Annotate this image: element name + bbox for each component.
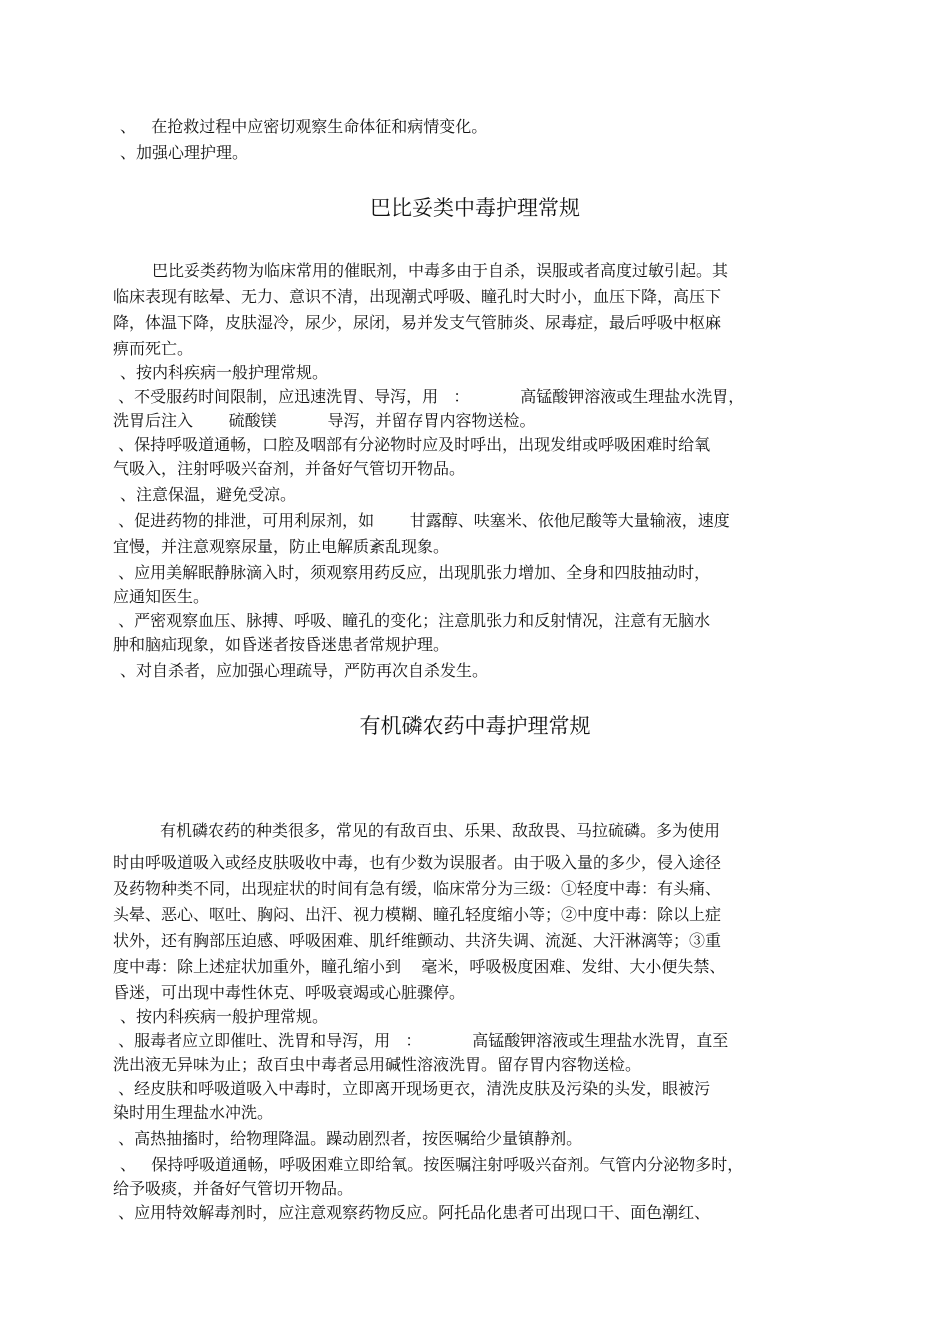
list-item: 、不受服药时间限制，应迅速洗胃、导泻，用 ： 高锰酸钾溶液或生理盐水洗胃， [113,387,745,406]
list-item: 宜慢，并注意观察尿量，防止电解质紊乱现象。 [113,537,450,556]
list-item: 肿和脑疝现象，如昏迷者按昏迷患者常规护理。 [113,635,450,654]
text-line: 、 在抢救过程中应密切观察生命体征和病情变化。 [120,117,488,136]
paragraph-line: 及药物种类不同，出现症状的时间有急有缓，临床常分为三级：①轻度中毒：有头痛、 [113,879,722,898]
list-item: 染时用生理盐水冲洗。 [113,1103,274,1122]
list-item: 应通知医生。 [113,587,210,606]
list-item: 、注意保温，避免受凉。 [120,485,297,504]
list-item: 、促进药物的排泄，可用利尿剂，如 甘露醇、呋塞米、依他尼酸等大量输液，速度 [113,511,730,530]
list-item: 、按内科疾病一般护理常规。 [120,1007,329,1026]
paragraph-line: 状外，还有胸部压迫感、呼吸困难、肌纤维颤动、共济失调、流涎、大汗淋漓等；③重 [113,931,722,950]
paragraph-line: 昏迷，可出现中毒性休克、呼吸衰竭或心脏骤停。 [113,983,466,1002]
list-item: 、对自杀者，应加强心理疏导，严防再次自杀发生。 [120,661,489,680]
paragraph-line: 时由呼吸道吸入或经皮肤吸收中毒，也有少数为误服者。由于吸入量的多少，侵入途径 [113,853,722,872]
list-item: 给予吸痰，并备好气管切开物品。 [113,1179,354,1198]
list-item: 、应用美解眠静脉滴入时，须观察用药反应，出现肌张力增加、全身和四肢抽动时， [113,563,711,582]
paragraph-line: 有机磷农药的种类很多，常见的有敌百虫、乐果、敌敌畏、马拉硫磷。多为使用 [160,821,721,840]
paragraph-line: 巴比妥类药物为临床常用的催眠剂，中毒多由于自杀，误服或者高度过敏引起。其 [152,261,729,280]
paragraph-line: 降，体温下降，皮肤湿冷，尿少，尿闭，易并发支气管肺炎、尿毒症，最后呼吸中枢麻 [113,313,722,332]
list-item: 气吸入，注射呼吸兴奋剂，并备好气管切开物品。 [113,459,466,478]
list-item: 、经皮肤和呼吸道吸入中毒时，立即离开现场更衣，清洗皮肤及污染的头发，眼被污 [113,1079,711,1098]
list-item: 、 保持呼吸道通畅，呼吸困难立即给氧。按医嘱注射呼吸兴奋剂。气管内分泌物多时， [120,1155,744,1174]
list-item: 洗胃后注入 硫酸镁 导泻，并留存胃内容物送检。 [113,411,536,430]
list-item: 、严密观察血压、脉搏、呼吸、瞳孔的变化；注意肌张力和反射情况，注意有无脑水 [113,611,711,630]
text-line: 、加强心理护理。 [120,143,249,162]
list-item: 、高热抽搐时，给物理降温。躁动剧烈者，按医嘱给少量镇静剂。 [113,1129,583,1148]
list-item: 、服毒者应立即催吐、洗胃和导泻，用 ： 高锰酸钾溶液或生理盐水洗胃，直至 [113,1031,729,1050]
paragraph-line: 头晕、恶心、呕吐、胸闷、出汗、视力模糊、瞳孔轻度缩小等；②中度中毒：除以上症 [113,905,722,924]
paragraph-line: 临床表现有眩晕、无力、意识不清，出现潮式呼吸、瞳孔时大时小，血压下降，高压下 [113,287,722,306]
paragraph-line: 痹而死亡。 [113,339,194,358]
paragraph-line: 度中毒：除上述症状加重外，瞳孔缩小到 毫米，呼吸极度困难、发绀、大小便失禁、 [113,957,726,976]
section-title: 有机磷农药中毒护理常规 [359,714,591,738]
list-item: 、按内科疾病一般护理常规。 [120,363,329,382]
section-title: 巴比妥类中毒护理常规 [370,196,580,220]
list-item: 洗出液无异味为止；敌百虫中毒者忌用碱性溶液洗胃。留存胃内容物送检。 [113,1055,642,1074]
list-item: 、应用特效解毒剂时，应注意观察药物反应。阿托品化患者可出现口干、面色潮红、 [113,1203,711,1222]
list-item: 、保持呼吸道通畅，口腔及咽部有分泌物时应及时呼出，出现发绀或呼吸困难时给氧 [113,435,711,454]
